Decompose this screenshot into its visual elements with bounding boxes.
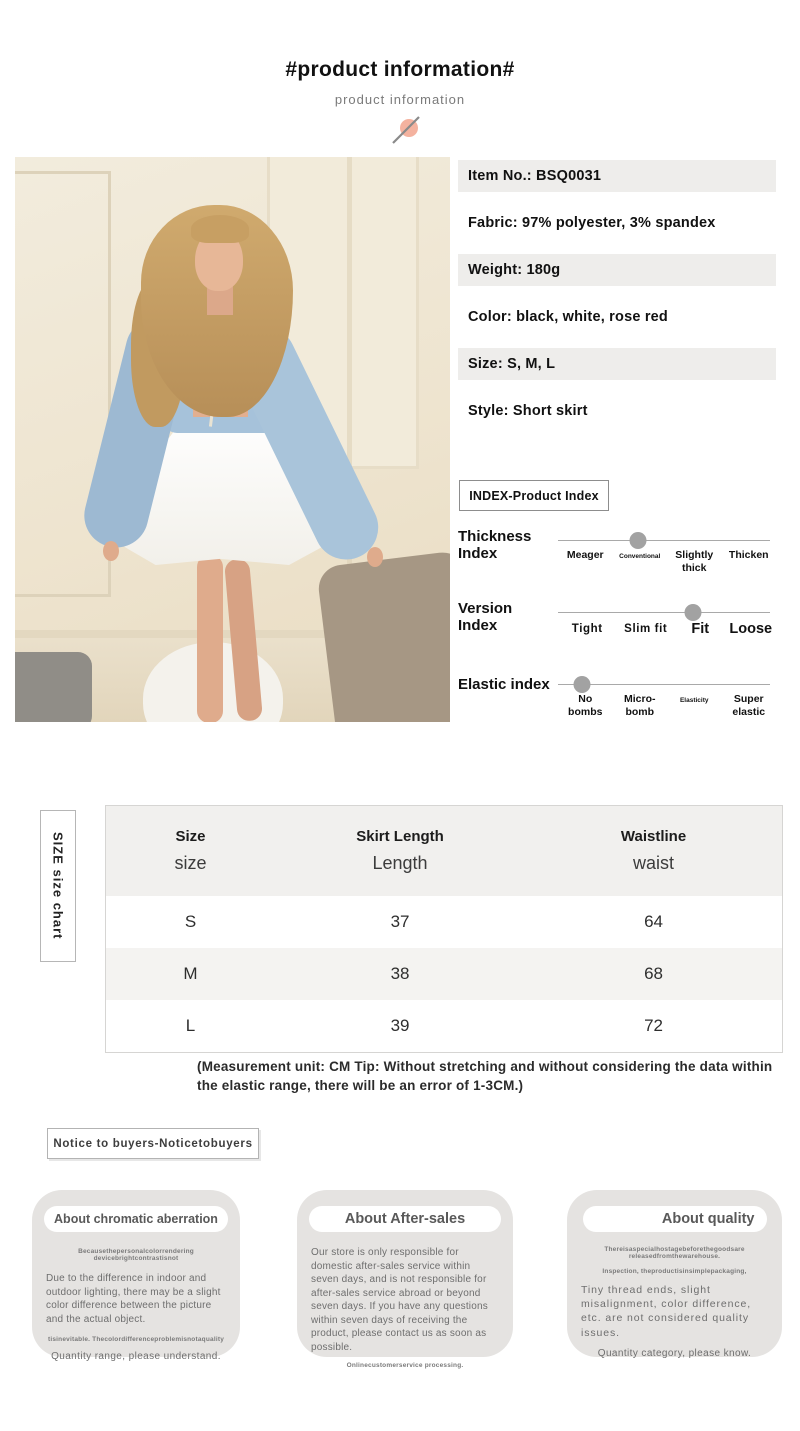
slider-label xyxy=(458,522,558,594)
slider-options xyxy=(558,693,776,718)
measurement-note: (Measurement unit: CM Tip: Without stretching and without considering the data within the elastic range, there will be an error of 1-3CM.) xyxy=(197,1059,773,1093)
pin-icon xyxy=(388,112,424,148)
card-quality xyxy=(567,1190,782,1357)
slider-label-line: Elastic index xyxy=(458,676,550,693)
table-cell: 37 xyxy=(390,912,410,931)
size-chart-table xyxy=(105,805,783,1053)
notice-to-buyers-label: Notice to buyers-Noticetobuyers xyxy=(47,1128,259,1159)
slider-option: Super elastic xyxy=(732,693,766,718)
photo-wall-shade xyxy=(347,157,352,632)
slider-label-line: Index xyxy=(458,545,498,563)
table-cell: L xyxy=(185,1016,196,1035)
product-photo xyxy=(15,157,450,722)
card-chromatic-aberration xyxy=(32,1190,240,1362)
index-section-title: INDEX-Product Index xyxy=(459,480,609,511)
card-text: Becausethepersonalcolorrendering devicebrightcontrastisnot xyxy=(78,1248,194,1262)
card-text: Thereisaspecialhostagebeforethegoodsare releasedfromthewarehouse. xyxy=(604,1246,745,1260)
slider-option: Tight xyxy=(571,623,603,635)
info-row-color: Color: black, white, rose red xyxy=(468,309,668,325)
slider-track-area xyxy=(558,522,780,594)
slider-option: No bombs xyxy=(568,693,603,718)
slider-track xyxy=(558,612,770,613)
card-text: tisinevitable. Thecolordifferenceproblemisnotaquality xyxy=(47,1336,225,1343)
slider-label-line: Version xyxy=(458,600,513,617)
card-text: Quantity category, please know. xyxy=(597,1347,752,1359)
slider-option: Conventional xyxy=(619,553,661,560)
table-row xyxy=(106,896,782,948)
column-header-sub: Length xyxy=(372,853,428,873)
card-after-sales xyxy=(297,1190,513,1369)
table-row xyxy=(106,1000,782,1052)
column-header xyxy=(106,828,275,874)
elastic-index-slider xyxy=(458,666,780,728)
column-header xyxy=(525,828,782,874)
column-header-sub: size xyxy=(174,853,207,873)
slider-option: Meager xyxy=(566,549,604,561)
page-title: #product information# xyxy=(285,58,515,81)
slider-label-line: Thickness xyxy=(458,528,532,545)
slider-option: Thicken xyxy=(728,549,769,561)
table-cell: 72 xyxy=(644,1016,663,1035)
slider-option: Fit xyxy=(691,621,710,637)
slider-track-area xyxy=(558,594,780,666)
slider-options xyxy=(558,549,776,574)
card-text: Tiny thread ends, slight misalignment, color difference, etc. are not considered quality issues. xyxy=(581,1284,752,1339)
card-title: About chromatic aberration xyxy=(44,1206,228,1232)
info-row-item-no: Item No.: BSQ0031 xyxy=(458,160,776,192)
slider-options xyxy=(558,621,776,638)
slider-option: Slim fit xyxy=(624,623,668,635)
slider-thumb xyxy=(629,532,646,549)
table-cell: 38 xyxy=(390,964,410,983)
slider-track xyxy=(558,540,770,541)
table-cell: 39 xyxy=(390,1016,410,1035)
card-text: Our store is only responsible for domestic after-sales service within seven days, and is not responsible for after-sales service abroad or beyond seven days. If you have any questions within seven days of receiving the product, please contact us as soon as possible. xyxy=(311,1247,488,1353)
table-cell: 64 xyxy=(644,912,663,931)
card-text: Inspection, theproductisinsimplepackaging, xyxy=(602,1268,747,1275)
card-text: Onlinecustomerservice processing. xyxy=(346,1362,464,1369)
info-row-weight: Weight: 180g xyxy=(458,254,776,286)
table-cell: M xyxy=(183,964,198,983)
model-leg xyxy=(197,555,223,722)
column-header-en: Size xyxy=(175,828,206,845)
model-hair-fringe xyxy=(191,215,249,243)
slider-thumb xyxy=(685,604,702,621)
model-hand xyxy=(103,541,119,561)
page-subtitle: product information xyxy=(334,92,466,107)
info-row-style: Style: Short skirt xyxy=(468,403,588,419)
table-row xyxy=(106,948,782,1000)
column-header xyxy=(275,828,525,874)
table-cell: 68 xyxy=(644,964,663,983)
photo-chair-back xyxy=(316,549,450,722)
slider-option: Slightly thick xyxy=(675,549,714,574)
slider-label xyxy=(458,666,558,728)
product-info-list xyxy=(458,160,776,442)
slider-option: Micro-bomb xyxy=(624,693,656,718)
column-header-en: Skirt Length xyxy=(356,828,444,845)
size-chart-side-label: SIZE size chart xyxy=(40,810,76,962)
info-row-size: Size: S, M, L xyxy=(458,348,776,380)
model-hand xyxy=(367,547,383,567)
card-title: About quality xyxy=(583,1206,767,1232)
column-header-en: Waistline xyxy=(620,828,687,845)
card-text: Quantity range, please understand. xyxy=(51,1351,221,1362)
thickness-index-slider xyxy=(458,522,780,594)
column-header-sub: waist xyxy=(633,853,675,873)
slider-thumb xyxy=(574,676,591,693)
info-row-fabric: Fabric: 97% polyester, 3% spandex xyxy=(468,215,716,231)
slider-label xyxy=(458,594,558,666)
slider-option: Loose xyxy=(729,621,773,637)
slider-track-area xyxy=(558,666,780,728)
size-chart-header xyxy=(106,806,782,896)
card-text: Due to the difference in indoor and outdoor lighting, there may be a slight color difference between the picture and the actual object. xyxy=(46,1273,221,1325)
photo-ottoman xyxy=(15,652,92,722)
slider-label-line: Index xyxy=(458,617,498,635)
table-cell: S xyxy=(184,912,197,931)
version-index-slider xyxy=(458,594,780,666)
slider-option: Elasticity xyxy=(679,697,709,704)
card-title: About After-sales xyxy=(309,1206,501,1232)
